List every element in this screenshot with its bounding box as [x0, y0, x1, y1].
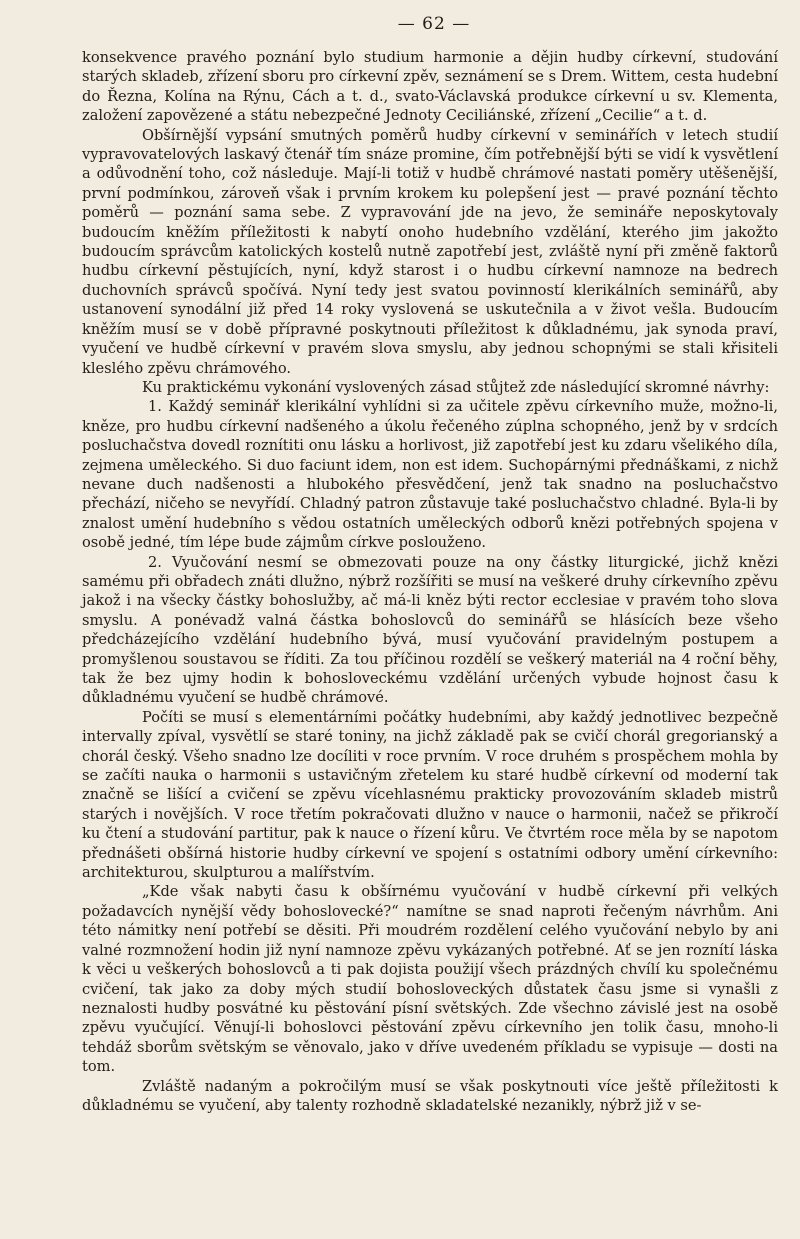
- page-number: — 62 —: [397, 14, 471, 34]
- numbered-proposal-2: 2. Vyučování nesmí se obmezovati pouze na ony částky liturgické, jichž knězi samému při obřadech znáti dlužno, nýbrž rozšířiti se musí na veškeré druhy církevního zpěvu jakož i na všecky částky bohoslužby, ač má-li kněz býti rector ecclesiae v pravém toho slova smyslu. A ponévadž valná částka bohoslovců do seminářů se hlásících beze všeho předcházejícího vzdělání hudebního bývá, musí vyučování pravidelným postupem a promyšlenou soustavou se říditi. Za tou příčinou rozdělí se veškerý materiál na 4 roční běhy, tak že bez ujmy hodin k bohosloveckému vzdělání určených vybude hojnost času k důkladnému vyučení se hudbě chrámové.: [82, 553, 778, 707]
- paragraph: Obšírnější vypsání smutných poměrů hudby církevní v seminářích v letech studií vypravovatelových laskavý čtenář tím snáze promine, čím potřebnější býti se vidí k vysvětlení a odůvodnění toho, což následuje. Mají-li totiž v hudbě chrámové nastati poměry utěšenější, první podmínkou, zároveň však i prvním krokem ku polepšení jest — pravé poznání těchto poměrů — poznání sama sebe. Z vypravování jde na jevo, že semináře neposkytovaly budoucím kněžím příležitosti k nabytí onoho hudebního vzdělání, kterého jim jakožto budoucím správcům katolických kostelů nutně zapotřebí jest, zvláště nyní při změně faktorů hudbu církevní pěstujících, nyní, když starost i o hudbu církevní namnoze na bedrech duchovních správců spočívá. Nyní tedy jest svatou povinností klerikálních seminářů, aby ustanovení synodální již před 14 roky vyslovená se uskutečnila a v život vešla. Budoucím kněžím musí se v době přípravné poskytnouti příležitost k důkladnému, jak synoda praví, vyučení ve hudbě církevní v pravém slova smyslu, aby jednou schopnými se stali křisiteli klesléhо zpěvu chrámového.: [82, 126, 778, 377]
- numbered-proposal-1: 1. Každý seminář klerikální vyhlídni si za učitele zpěvu církevního muže, možno-li, kněze, pro hudbu církevní nadšeného a úkolu řečeného zúplna schopného, jenž by v srdcích posluchačstva dovedl roznítiti onu lásku a horlivost, již zapotřebí jest ku zdaru všelikého díla, zejmena umělеckého. Si duo faciunt idem, non est idem. Suchopárnými přednáškami, z nichž nevane duch nadšenosti a hlubokého přesvědčení, jenž tak snadno na posluchačstvo přechází, ničeho se nevyřídí. Chladný patron zůstavuje také posluchačstvo chladné. Byla-li by znalost umění hudebního s vědou ostatních uměleckých odborů knězi potřebných spojena v osobě jedné, tím lépe bude zájmům církve poslouženo.: [82, 398, 778, 552]
- body-text: [82, 48, 778, 1115]
- paragraph: Počíti se musí s elementárními počátky hudebními, aby každý jednotlivec bezpečně intervally zpíval, vysvětlí se staré toniny, na jichž základě pak se cvičí chorál gregorianský a chorál český. Všeho snadno lze docíliti v roce prvním. V roce druhém s prospěchem mohla by se začíti nauka o harmonii s ustavičným zřetelem ku staré hudbě církevní od moderní tak značně se lišící a cvičení se zpěvu vícehlasnému prakticky provozováním skladeb mistrů starých i novějších. V roce třetím pokračovati dlužno v nauce o harmonii, načež se přikročí ku čtení a studování partitur, pak k nauce o řízení kůru. Ve čtvrtém roce měla by se napotom přednášeti obšírná historie hudby církevní ve spojení s ostatními odbory umění církevního: architekturou, skulpturou a malířstvím.: [82, 708, 778, 882]
- paragraph-continuation: konsekvence pravého poznání bylo studium harmonie a dějin hudby církevní, studování starých skladeb, zřízení sboru pro církevní zpěv, seznámení se s Drem. Wittem, cesta hudební do Řezna, Kolína na Rýnu, Cách a t. d., svato-Václavská produkce církevní u sv. Klementa, založení zapovězené a státu nebezpečné Jednoty Ceciliánské, zřízení „Cecilie“ a t. d.: [82, 49, 778, 125]
- paragraph-final: Zvláště nadaným a pokročilým musí se však poskytnouti více ještě příležitosti k důkladnému se vyučení, aby talenty rozhodně skladatelské nezanikly, nýbrž již v se-: [82, 1077, 778, 1114]
- paragraph: Ku praktickému vykonání vyslovených zásad stůjtež zde následující skromné návrhy:: [142, 378, 770, 396]
- paragraph: „Kde však nabyti času k obšírnému vyučování v hudbě církevní při velkých požadavcích nynější vědy bohoslovecké?“ namítne se snad naproti řečeným návrhům. Ani této námitky není potřebí se děsiti. Při moudrém rozdělení celého vyučování nebylo by ani valné rozmnožení hodin již nyní namnoze zpěvu vykázaných potřebné. Ať se jen roznítí láska k věci u veškerých bohoslovců a ti pak dojista použijí všech prázdných chvílí ku společnému cvičení, tak jako za doby mých studií bohosloveckých důstatek času jsme si vynašli z neznalosti hudby posvátné ku pěstování písní světských. Zde všechno závislé jest na osobě zpěvu vyučující. Věnují-li bohoslovci pěstování zpěvu církevního jen tolik času, mnoho-li tehdáž sborům světským se věnovalo, jako v dříve uvedeném příkladu se vypisuje — dosti na tom.: [82, 883, 778, 1076]
